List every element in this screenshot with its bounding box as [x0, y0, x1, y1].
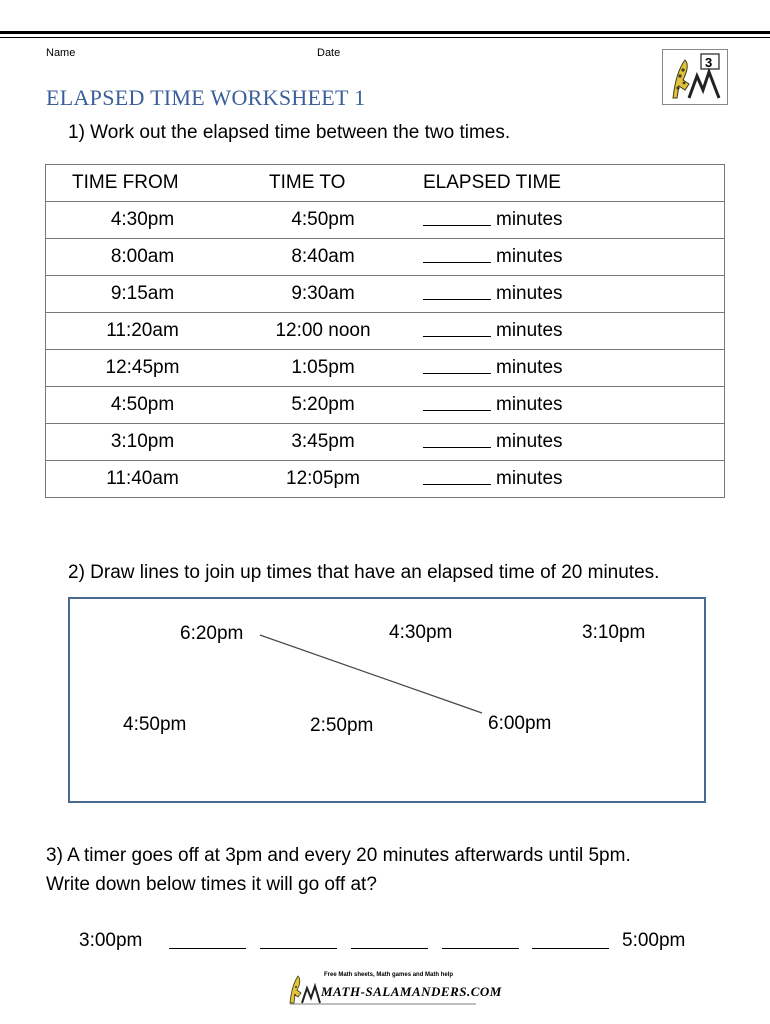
table-row	[46, 387, 725, 424]
time-from-cell: 4:50pm	[46, 387, 238, 424]
table-row	[46, 239, 725, 276]
col-header-time-from: TIME FROM	[46, 165, 238, 202]
elapsed-answer-cell	[409, 276, 725, 313]
worksheet-title: ELAPSED TIME WORKSHEET 1	[46, 85, 366, 110]
unit-label: minutes	[496, 209, 563, 230]
date-label: Date	[317, 47, 341, 59]
answer-blank[interactable]	[423, 322, 491, 337]
table-row	[46, 313, 725, 350]
q1-instruction: 1) Work out the elapsed time between the two times.	[68, 122, 511, 143]
time-to-cell: 1:05pm	[237, 350, 409, 387]
time-from-cell: 8:00am	[46, 239, 238, 276]
time-to-cell: 9:30am	[237, 276, 409, 313]
time-from-cell: 4:30pm	[46, 202, 238, 239]
salamander-logo	[662, 49, 728, 105]
timer-answer-blank[interactable]	[260, 948, 337, 949]
table-row	[46, 424, 725, 461]
timer-end-time: 5:00pm	[622, 930, 686, 951]
time-from-cell: 11:20am	[46, 313, 238, 350]
answer-blank[interactable]	[423, 285, 491, 300]
time-option[interactable]: 6:20pm	[180, 623, 244, 644]
timer-answer-blank[interactable]	[169, 948, 246, 949]
answer-blank[interactable]	[423, 248, 491, 263]
timer-answer-blank[interactable]	[351, 948, 428, 949]
table-row	[46, 202, 725, 239]
time-from-cell: 9:15am	[46, 276, 238, 313]
time-to-cell: 8:40am	[237, 239, 409, 276]
footer-site: MATH-SALAMANDERS.COM	[321, 984, 502, 999]
time-option[interactable]: 4:50pm	[123, 714, 187, 735]
unit-label: minutes	[496, 431, 563, 452]
answer-blank[interactable]	[423, 211, 491, 226]
q3-line1: 3) A timer goes off at 3pm and every 20 minutes afterwards until 5pm.	[46, 845, 631, 866]
time-to-cell: 3:45pm	[237, 424, 409, 461]
footer-logo	[288, 970, 502, 1006]
q2-instruction: 2) Draw lines to join up times that have an elapsed time of 20 minutes.	[68, 562, 660, 583]
elapsed-answer-cell	[409, 350, 725, 387]
time-from-cell: 12:45pm	[46, 350, 238, 387]
col-header-time-to: TIME TO	[237, 165, 409, 202]
elapsed-answer-cell	[409, 202, 725, 239]
time-to-cell: 12:05pm	[237, 461, 409, 498]
unit-label: minutes	[496, 468, 563, 489]
time-from-cell: 3:10pm	[46, 424, 238, 461]
col-header-elapsed-time: ELAPSED TIME	[409, 165, 725, 202]
answer-blank[interactable]	[423, 433, 491, 448]
unit-label: minutes	[496, 283, 563, 304]
time-from-cell: 11:40am	[46, 461, 238, 498]
table-row	[46, 350, 725, 387]
elapsed-answer-cell	[409, 387, 725, 424]
table-row	[46, 276, 725, 313]
time-option[interactable]: 3:10pm	[582, 622, 646, 643]
elapsed-answer-cell	[409, 461, 725, 498]
time-to-cell: 4:50pm	[237, 202, 409, 239]
name-label: Name	[46, 47, 76, 59]
elapsed-answer-cell	[409, 424, 725, 461]
footer-tagline: Free Math sheets, Math games and Math help	[324, 972, 454, 978]
unit-label: minutes	[496, 357, 563, 378]
unit-label: minutes	[496, 246, 563, 267]
header-rule-thick	[0, 31, 770, 34]
table-row	[46, 461, 725, 498]
time-option[interactable]: 2:50pm	[310, 715, 374, 736]
q3-line2: Write down below times it will go off at?	[46, 874, 377, 895]
answer-blank[interactable]	[423, 470, 491, 485]
answer-blank[interactable]	[423, 359, 491, 374]
logo-grade: 3	[705, 55, 713, 70]
time-to-cell: 5:20pm	[237, 387, 409, 424]
time-to-cell: 12:00 noon	[237, 313, 409, 350]
header-rule-thin	[0, 37, 770, 38]
unit-label: minutes	[496, 394, 563, 415]
timer-start-time: 3:00pm	[79, 930, 143, 951]
timer-answer-blank[interactable]	[532, 948, 609, 949]
elapsed-answer-cell	[409, 313, 725, 350]
elapsed-answer-cell	[409, 239, 725, 276]
timer-answer-blank[interactable]	[442, 948, 519, 949]
time-option[interactable]: 6:00pm	[488, 713, 552, 734]
time-option[interactable]: 4:30pm	[389, 622, 453, 643]
answer-blank[interactable]	[423, 396, 491, 411]
table-header-row	[46, 165, 725, 202]
unit-label: minutes	[496, 320, 563, 341]
elapsed-time-table	[45, 164, 725, 498]
